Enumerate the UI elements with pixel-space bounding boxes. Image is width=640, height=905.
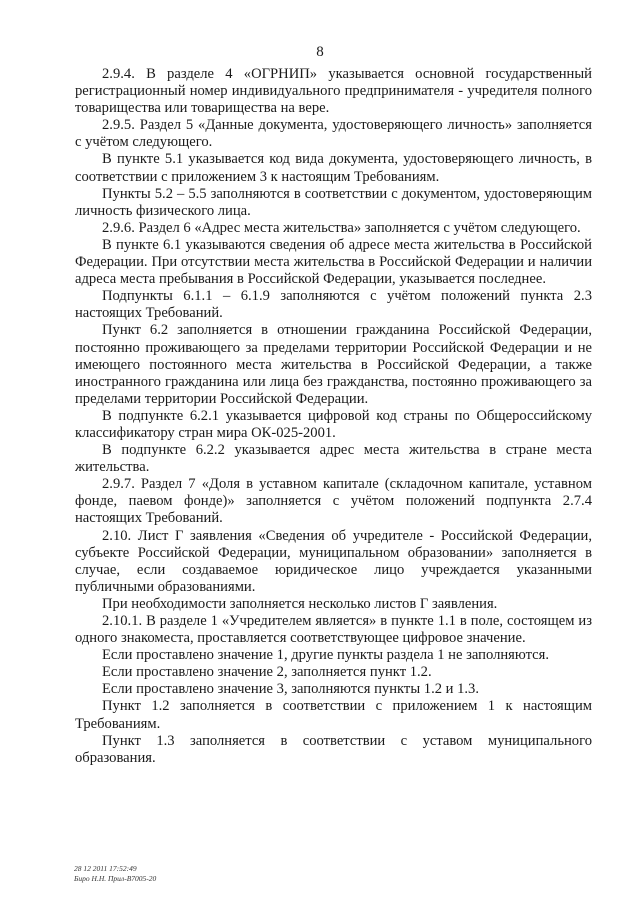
- footer-stamp: [74, 864, 156, 884]
- paragraph-6-2-1: В подпункте 6.2.1 указывается цифровой код страны по Общероссийскому классификатору стран мира ОК-025-2001.: [75, 407, 592, 441]
- paragraph-2-10: 2.10. Лист Г заявления «Сведения об учредителе - Российской Федерации, субъекте Российской Федерации, муниципальном образовании» заполняется в случае, если создаваемое юридическое лицо учреждается указанными публичными образованиями.: [75, 527, 592, 595]
- paragraph-1-2: Пункт 1.2 заполняется в соответствии с приложением 1 к настоящим Требованиям.: [75, 698, 592, 732]
- paragraph-6-1: В пункте 6.1 указываются сведения об адресе места жительства в Российской Федерации. При отсутствии места жительства в Российской Федерации и наличии адреса места пребывания в Российской Федерации, указывается последнее.: [75, 236, 592, 288]
- paragraph-value-1: Если проставлено значение 1, другие пункты раздела 1 не заполняются.: [102, 647, 549, 664]
- paragraph-value-2: Если проставлено значение 2, заполняется пункт 1.2.: [102, 664, 432, 681]
- page-number: 8: [316, 44, 324, 60]
- paragraph-5-1: В пункте 5.1 указывается код вида документа, удостоверяющего личность, в соответствии с приложением 3 к настоящим Требованиям.: [75, 151, 592, 185]
- paragraph-5-2-5-5: Пункты 5.2 – 5.5 заполняются в соответствии с документом, удостоверяющим личность физического лица.: [75, 185, 592, 219]
- paragraph-6-1-1-6-1-9: Подпункты 6.1.1 – 6.1.9 заполняются с учётом положений пункта 2.3 настоящих Требований.: [75, 288, 592, 322]
- paragraph-2-9-7: 2.9.7. Раздел 7 «Доля в уставном капитале (складочном капитале, уставном фонде, паевом фонде)» заполняется с учётом положений подпункта 2.7.4 настоящих Требований.: [75, 476, 592, 527]
- paragraph-multiple-sheets: При необходимости заполняется несколько листов Г заявления.: [102, 595, 498, 612]
- paragraph-1-3: Пункт 1.3 заполняется в соответствии с уставом муниципального образования.: [75, 732, 592, 766]
- paragraph-2-10-1: 2.10.1. В разделе 1 «Учредителем является» в пункте 1.1 в поле, состоящем из одного знакоместа, проставляется соответствующее цифровое значение.: [75, 613, 592, 647]
- paragraph-2-9-6: 2.9.6. Раздел 6 «Адрес места жительства» заполняется с учётом следующего.: [102, 219, 581, 236]
- footer-timestamp: 28 12 2011 17:52:49: [74, 864, 137, 873]
- paragraph-2-9-4: 2.9.4. В разделе 4 «ОГРНИП» указывается основной государственный регистрационный номер индивидуального предпринимателя - учредителя полного товарищества или товарищества на вере.: [75, 66, 592, 117]
- paragraph-2-9-5: 2.9.5. Раздел 5 «Данные документа, удостоверяющего личность» заполняется с учётом следующего.: [75, 117, 592, 151]
- paragraph-value-3: Если проставлено значение 3, заполняются пункты 1.2 и 1.3.: [102, 681, 480, 698]
- document-body: [75, 66, 592, 767]
- paragraph-6-2-2: В подпункте 6.2.2 указывается адрес места жительства в стране места жительства.: [75, 442, 592, 476]
- footer-file-ref: Биро Н.Н. Прил-В7005-20: [74, 874, 157, 883]
- paragraph-6-2: Пункт 6.2 заполняется в отношении гражданина Российской Федерации, постоянно проживающего за пределами территории Российской Федерации и не имеющего постоянного места жительства в Российской Федерации, а также иностранного гражданина или лица без гражданства, постоянно проживающего за пределами территории Российской Федерации.: [75, 322, 592, 407]
